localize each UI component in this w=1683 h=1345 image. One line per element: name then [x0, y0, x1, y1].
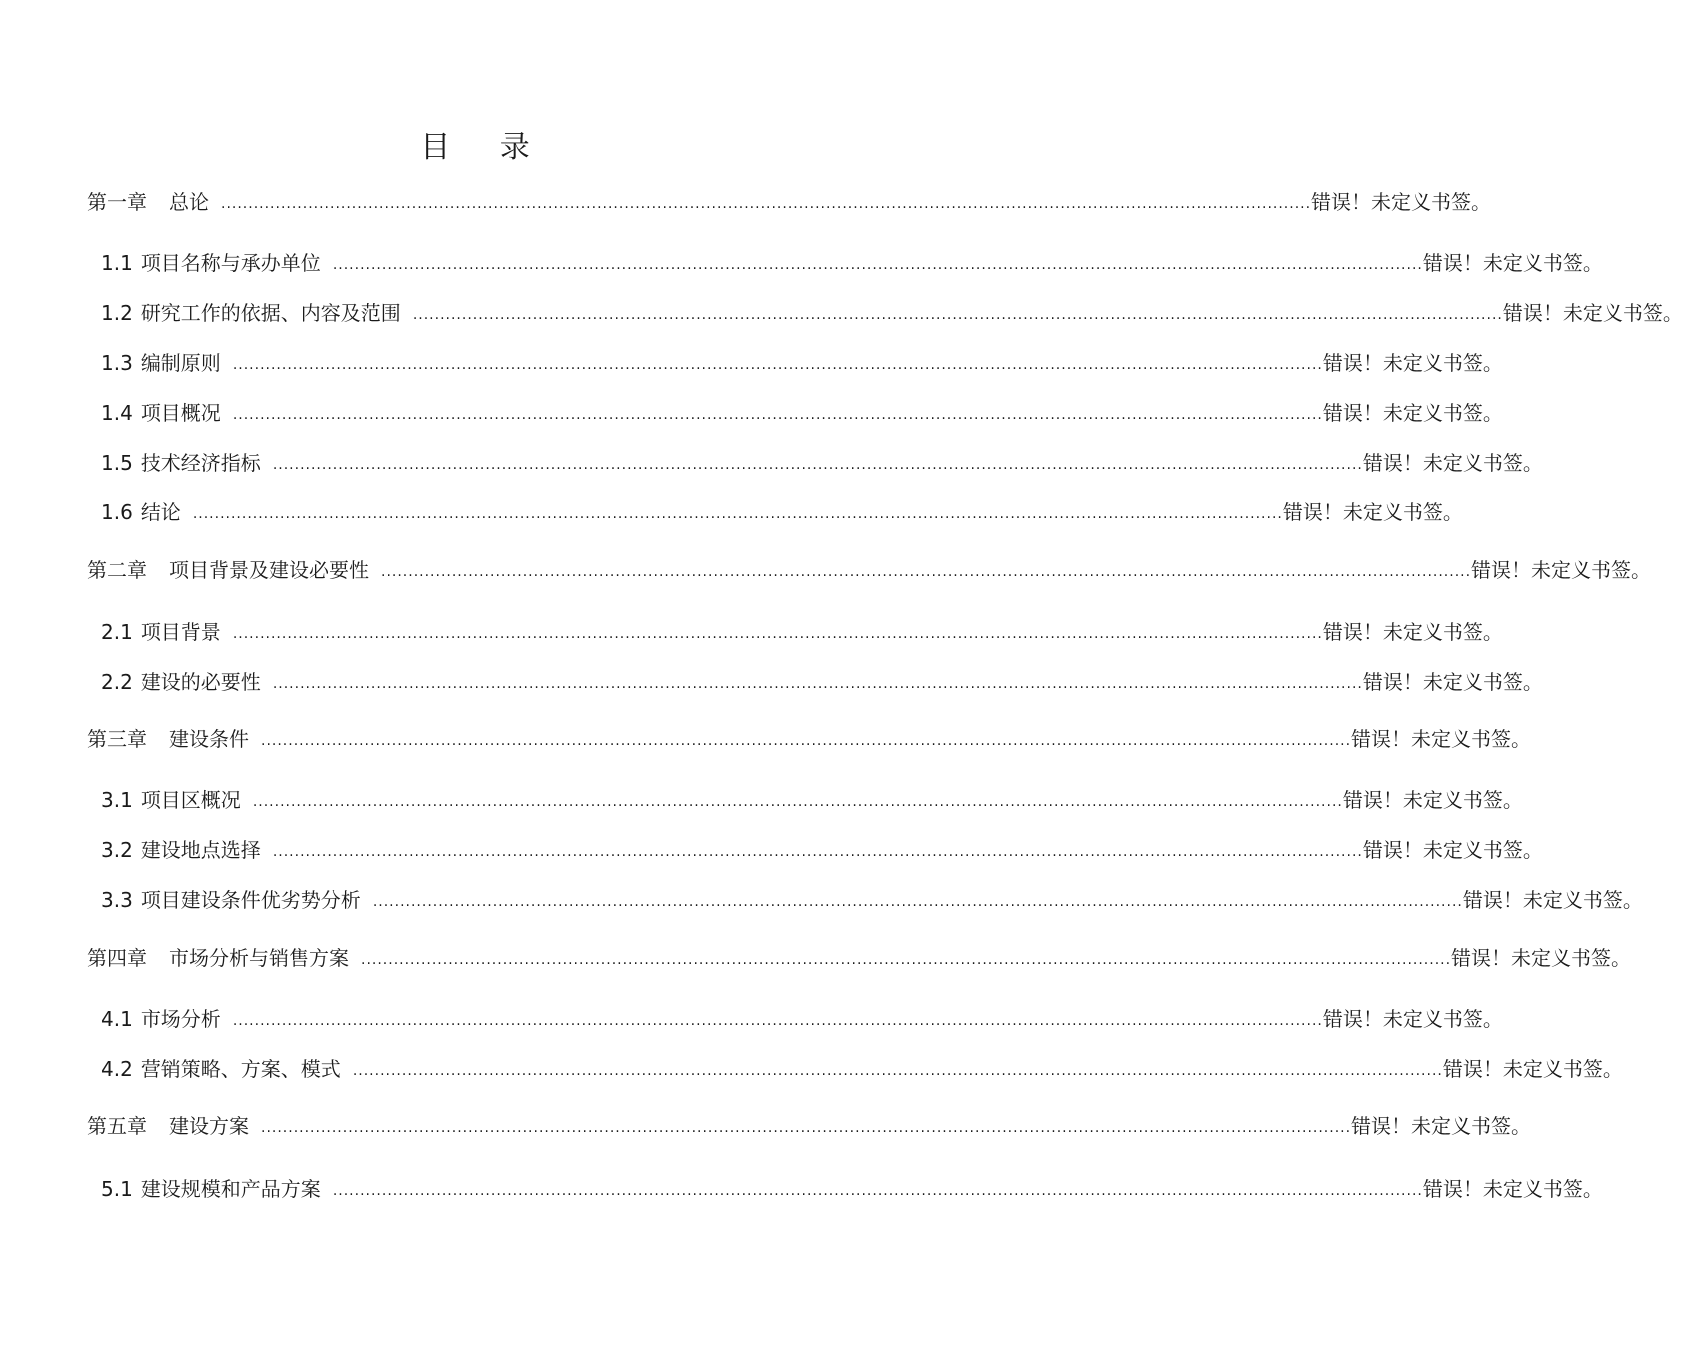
toc-chapter-entry[interactable] — [87, 556, 1652, 584]
toc-entry-number: 2.2 — [101, 670, 133, 694]
toc-page-ref: 错误！未定义书签。 — [1442, 1057, 1623, 1081]
toc-dot-leader: ........................................................................................................................................................................................................ — [252, 794, 1343, 810]
toc-dot-leader: ........................................................................................................................................................................................................ — [261, 733, 1352, 749]
toc-entry-number: 1.1 — [101, 251, 133, 275]
toc-entry-number: 4.1 — [101, 1007, 133, 1031]
toc-section-entry[interactable] — [101, 668, 1543, 696]
toc-section-entry[interactable] — [101, 399, 1503, 427]
toc-page-ref: 错误！未定义书签。 — [1362, 670, 1543, 694]
toc-dot-leader: ........................................................................................................................................................................................................ — [232, 407, 1323, 423]
toc-page-ref: 错误！未定义书签。 — [1422, 251, 1603, 275]
toc-entry-label — [101, 299, 413, 327]
toc-entry-text: 建设条件 — [169, 727, 249, 751]
toc-page-ref: 错误！未定义书签。 — [1471, 558, 1652, 582]
toc-section-entry[interactable] — [101, 349, 1503, 377]
toc-section-entry[interactable] — [101, 299, 1683, 327]
toc-dot-leader: ........................................................................................................................................................................................................ — [332, 257, 1423, 273]
toc-entry-label — [101, 349, 233, 377]
toc-entry-label — [87, 556, 381, 584]
toc-entry-label — [87, 188, 221, 216]
toc-page-ref: 错误！未定义书签。 — [1462, 888, 1643, 912]
toc-page-ref: 错误！未定义书签。 — [1282, 500, 1463, 524]
toc-entry-label — [87, 725, 261, 753]
toc-chapter-entry[interactable] — [87, 188, 1492, 216]
toc-dot-leader: ........................................................................................................................................................................................................ — [272, 844, 1363, 860]
toc-page-ref: 错误！未定义书签。 — [1322, 351, 1503, 375]
toc-page-ref: 错误！未定义书签。 — [1322, 1007, 1503, 1031]
toc-entry-label — [101, 498, 193, 526]
toc-page-ref: 错误！未定义书签。 — [1351, 1114, 1532, 1138]
toc-entry-text: 研究工作的依据、内容及范围 — [140, 301, 401, 325]
toc-page-ref: 错误！未定义书签。 — [1311, 190, 1492, 214]
toc-section-entry[interactable] — [101, 886, 1643, 914]
toc-entry-label — [101, 1175, 333, 1203]
toc-dot-leader: ........................................................................................................................................................................................................ — [192, 506, 1283, 522]
toc-entry-text: 编制原则 — [140, 351, 221, 375]
toc-entry-text: 结论 — [140, 500, 181, 524]
toc-entry-text: 建设地点选择 — [140, 838, 261, 862]
toc-section-entry[interactable] — [101, 786, 1523, 814]
toc-entry-text: 建设规模和产品方案 — [140, 1177, 321, 1201]
toc-dot-leader: ........................................................................................................................................................................................................ — [261, 1120, 1352, 1136]
toc-entry-label — [101, 449, 273, 477]
toc-section-entry[interactable] — [101, 449, 1543, 477]
toc-entry-text: 市场分析 — [140, 1007, 221, 1031]
toc-dot-leader: ........................................................................................................................................................................................................ — [272, 457, 1363, 473]
toc-entry-number: 1.5 — [101, 451, 133, 475]
toc-entry-label — [101, 668, 273, 696]
toc-dot-leader: ........................................................................................................................................................................................................ — [361, 952, 1452, 968]
toc-entry-number: 5.1 — [101, 1177, 133, 1201]
toc-section-entry[interactable] — [101, 618, 1503, 646]
toc-entry-text: 项目建设条件优劣势分析 — [140, 888, 361, 912]
toc-entry-number: 1.3 — [101, 351, 133, 375]
toc-entry-number: 1.2 — [101, 301, 133, 325]
toc-entry-number: 3.2 — [101, 838, 133, 862]
toc-dot-leader: ........................................................................................................................................................................................................ — [232, 357, 1323, 373]
toc-dot-leader: ........................................................................................................................................................................................................ — [332, 1183, 1423, 1199]
toc-entry-text: 建设方案 — [169, 1114, 249, 1138]
toc-entry-label — [87, 944, 361, 972]
toc-page-ref: 错误！未定义书签。 — [1342, 788, 1523, 812]
toc-page-ref: 错误！未定义书签。 — [1362, 451, 1543, 475]
toc-entry-number: 第二章 — [87, 558, 147, 582]
toc-section-entry[interactable] — [101, 249, 1603, 277]
toc-entry-number: 1.6 — [101, 500, 133, 524]
toc-dot-leader: ........................................................................................................................................................................................................ — [232, 626, 1323, 642]
toc-dot-leader: ........................................................................................................................................................................................................ — [412, 307, 1503, 323]
toc-title: 目 录 — [420, 130, 550, 165]
toc-entry-label — [87, 1112, 261, 1140]
toc-entry-label — [101, 886, 373, 914]
toc-chapter-entry[interactable] — [87, 944, 1632, 972]
toc-dot-leader: ........................................................................................................................................................................................................ — [352, 1063, 1443, 1079]
toc-page-ref: 错误！未定义书签。 — [1422, 1177, 1603, 1201]
toc-chapter-entry[interactable] — [87, 725, 1532, 753]
toc-entry-label — [101, 399, 233, 427]
toc-chapter-entry[interactable] — [87, 1112, 1532, 1140]
toc-page-ref: 错误！未定义书签。 — [1451, 946, 1632, 970]
toc-page-ref: 错误！未定义书签。 — [1322, 620, 1503, 644]
toc-dot-leader: ........................................................................................................................................................................................................ — [221, 196, 1312, 212]
toc-page-ref: 错误！未定义书签。 — [1502, 301, 1683, 325]
toc-entry-text: 建设的必要性 — [140, 670, 261, 694]
toc-entry-label — [101, 249, 333, 277]
toc-entry-text: 项目区概况 — [140, 788, 241, 812]
toc-page-ref: 错误！未定义书签。 — [1362, 838, 1543, 862]
toc-entry-label — [101, 1005, 233, 1033]
toc-entry-text: 营销策略、方案、模式 — [140, 1057, 341, 1081]
toc-entry-number: 第五章 — [87, 1114, 147, 1138]
toc-entry-text: 市场分析与销售方案 — [169, 946, 349, 970]
toc-section-entry[interactable] — [101, 1175, 1603, 1203]
toc-entry-label — [101, 618, 233, 646]
toc-section-entry[interactable] — [101, 498, 1463, 526]
toc-section-entry[interactable] — [101, 1005, 1503, 1033]
toc-entry-number: 4.2 — [101, 1057, 133, 1081]
toc-entry-text: 技术经济指标 — [140, 451, 261, 475]
toc-page-ref: 错误！未定义书签。 — [1351, 727, 1532, 751]
toc-entry-number: 3.3 — [101, 888, 133, 912]
toc-entry-label — [101, 1055, 353, 1083]
toc-dot-leader: ........................................................................................................................................................................................................ — [272, 676, 1363, 692]
toc-entry-label — [101, 836, 273, 864]
toc-entry-number: 第三章 — [87, 727, 147, 751]
toc-entry-number: 第四章 — [87, 946, 147, 970]
toc-dot-leader: ........................................................................................................................................................................................................ — [372, 894, 1463, 910]
toc-entry-text: 项目概况 — [140, 401, 221, 425]
toc-section-entry[interactable] — [101, 1055, 1623, 1083]
toc-entry-text: 项目名称与承办单位 — [140, 251, 321, 275]
toc-section-entry[interactable] — [101, 836, 1543, 864]
toc-entry-number: 第一章 — [87, 190, 147, 214]
toc-entry-label — [101, 786, 253, 814]
toc-entry-number: 1.4 — [101, 401, 133, 425]
toc-entry-text: 项目背景及建设必要性 — [169, 558, 369, 582]
toc-dot-leader: ........................................................................................................................................................................................................ — [232, 1013, 1323, 1029]
toc-entry-text: 项目背景 — [140, 620, 221, 644]
toc-entry-number: 3.1 — [101, 788, 133, 812]
toc-entry-text: 总论 — [169, 190, 209, 214]
toc-page-ref: 错误！未定义书签。 — [1322, 401, 1503, 425]
toc-entry-number: 2.1 — [101, 620, 133, 644]
toc-dot-leader: ........................................................................................................................................................................................................ — [381, 564, 1472, 580]
